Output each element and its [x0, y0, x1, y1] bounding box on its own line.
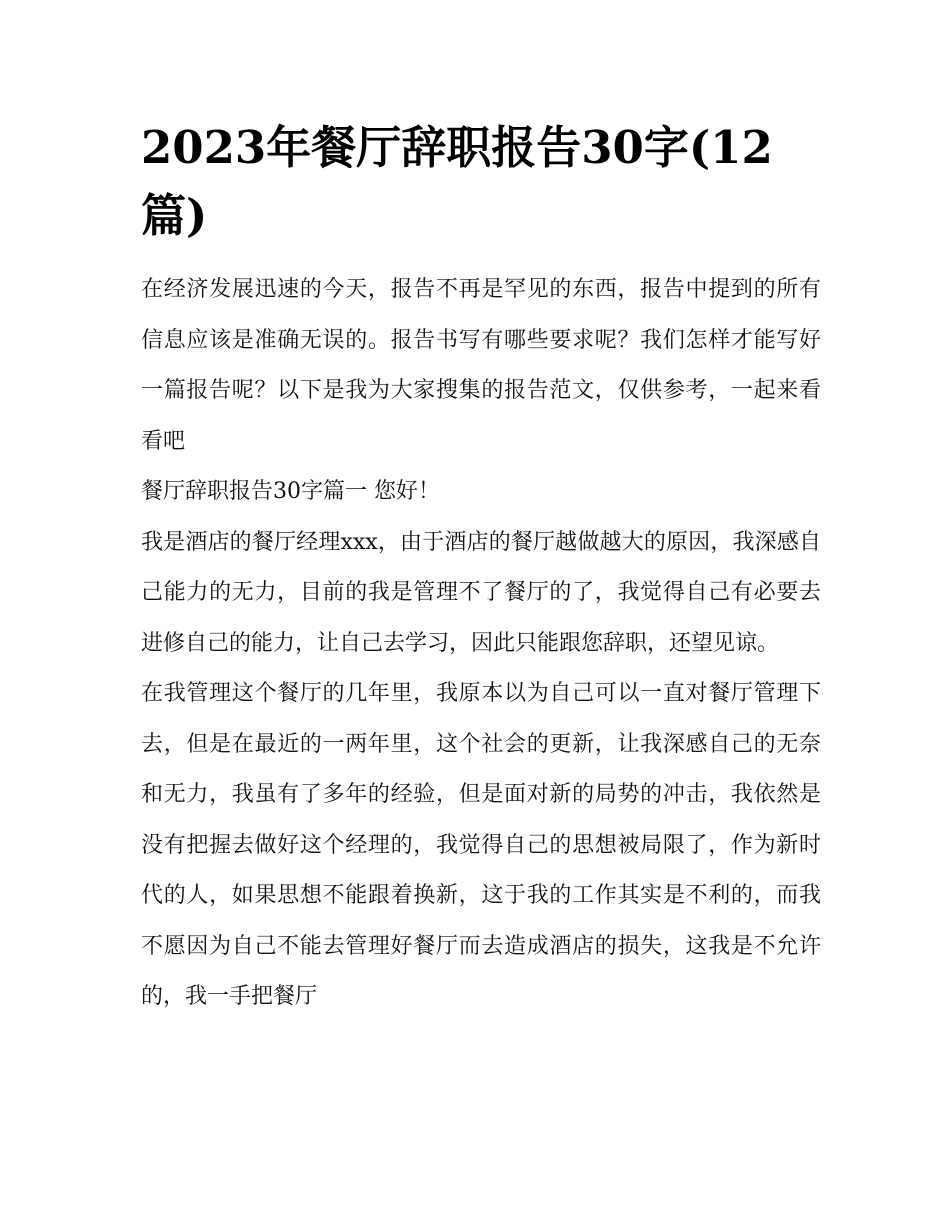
body-paragraph: 在我管理这个餐厅的几年里，我原本以为自己可以一直对餐厅管理下去，但是在最近的一两年里，这个社会的更新，让我深感自己的无奈和无力，我虽有了多年的经验，但是面对新的局势的冲击，我依然是没有把握去做好这个经理的，我觉得自己的思想被局限了，作为新时代的人，如果思想不能跟着换新，这于我的工作其实是不利的，而我不愿因为自己不能去管理好餐厅而去造成酒店的损失，这我是不允许的，我一手把餐厅	[141, 681, 821, 1009]
section-heading-paragraph: 餐厅辞职报告30字篇一 您好！	[141, 479, 440, 504]
body-paragraph: 我是酒店的餐厅经理xxx，由于酒店的餐厅越做越大的原因，我深感自己能力的无力，目前的我是管理不了餐厅的了，我觉得自己有必要去进修自己的能力，让自己去学习，因此只能跟您辞职，还望见谅。	[141, 529, 821, 656]
document-body	[141, 114, 821, 1023]
intro-paragraph: 在经济发展迅速的今天，报告不再是罕见的东西，报告中提到的所有信息应该是准确无误的。报告书写有哪些要求呢？我们怎样才能写好一篇报告呢？以下是我为大家搜集的报告范文，仅供参考，一起来看看吧	[141, 277, 821, 454]
document-title: 2023年餐厅辞职报告30字(12篇)	[141, 121, 773, 242]
